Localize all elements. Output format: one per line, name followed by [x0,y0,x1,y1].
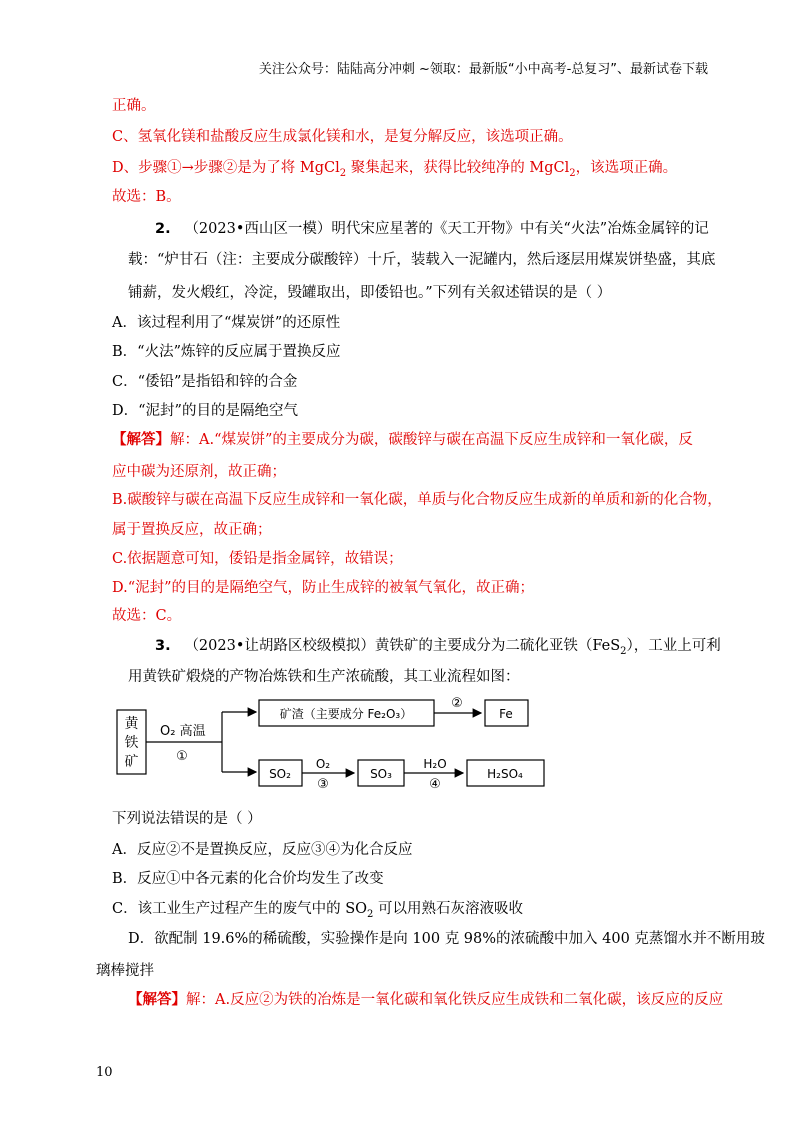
subscript: 2 [620,645,627,657]
process-flow-diagram [110,690,550,795]
water-label: H₂O [423,757,447,771]
q2-option-d: D．“泥封”的目的是隔绝空气 [112,403,298,419]
condition-label-1: O₂ 高温 [160,724,206,739]
step-4-label: ④ [429,777,441,792]
text: 解：A.反应②为铁的冶炼是一氧化碳和氧化铁反应生成铁和二氧化碳，该反应的反应 [186,992,724,1008]
q2-stem-line-2: 载：“炉甘石（注：主要成分碳酸锌）十斤，装载入一泥罐内，然后逐层用煤炭饼垫盛，其底 [128,252,716,268]
q2-stem-line-1 [155,219,709,239]
text: ），工业上可利 [626,638,721,654]
text: 解：A.“煤炭饼”的主要成分为碳，碳酸锌与碳在高温下反应生成锌和一氧化碳，反 [170,432,693,448]
page-header: 关注公众号：陆陆高分冲刺 ~领取：最新版“小中高考-总复习”、最新试卷下载 [258,62,708,77]
text: 聚集起来，获得比较纯净的 MgCl [346,160,570,176]
step-2-label: ② [451,696,463,711]
so3-label: SO₃ [370,767,392,781]
pyrite-char-1: 黄 [124,716,139,732]
pyrite-char-2: 铁 [124,735,139,751]
oxygen-label: O₂ [315,757,331,771]
step-1-label: ① [176,749,188,764]
q2-option-b: B．“火法”炼锌的反应属于置换反应 [112,344,341,360]
page-number: 10 [96,1065,113,1080]
text: （2023•让胡路区校级模拟）黄铁矿的主要成分为二硫化亚铁（FeS [184,638,621,654]
answer-tag: 【解答】 [128,991,186,1008]
q2-option-c: C．“倭铅”是指铅和锌的合金 [112,374,298,390]
so2-label: SO₂ [269,767,291,781]
q2-stem-line-3: 铺薪，发火煅红，冷淀，毁罐取出，即倭铅也。”下列有关叙述错误的是（ ） [128,285,612,301]
q3-stem-line-2: 用黄铁矿煅烧的产物冶炼铁和生产浓硫酸，其工业流程如图： [128,669,520,685]
q2-number: 2. [155,221,171,237]
prev-answer-line-2: C、氢氧化镁和盐酸反应生成氯化镁和水，是复分解反应，该选项正确。 [112,129,573,145]
q2-answer-line-4: 属于置换反应，故正确； [112,522,272,538]
q3-prompt: 下列说法错误的是（ ） [112,811,262,827]
prev-answer-choice: 故选：B。 [112,189,181,205]
q2-answer-line-2: 应中碳为还原剂，故正确； [112,464,286,480]
text: D、步骤①→步骤②是为了将 MgCl [112,160,340,176]
q3-option-d-line-1: D．欲配制 19.6%的稀硫酸，实验操作是向 100 克 98%的浓硫酸中加入 400 克蒸馏水并不断用玻 [128,931,765,947]
q2-option-a: A．该过程利用了“煤炭饼”的还原性 [112,315,341,331]
q3-option-c [112,899,523,925]
q2-answer-line-1 [112,430,693,450]
fe-label: Fe [499,707,513,721]
q3-number: 3. [155,638,171,654]
subscript: 2 [339,167,347,179]
slag-label: 矿渣（主要成分 Fe₂O₃） [279,707,413,721]
step-3-label: ③ [317,777,329,792]
prev-answer-line-3 [112,158,677,184]
q3-stem-line-1 [155,636,721,662]
q3-option-d-line-2: 璃棒搅拌 [96,963,154,979]
subscript: 2 [569,167,576,179]
answer-tag: 【解答】 [112,431,170,448]
q2-answer-line-3: B.碳酸锌与碳在高温下反应生成锌和一氧化碳，单质与化合物反应生成新的单质和新的化合物， [112,492,722,508]
text: ，该选项正确。 [575,160,678,176]
q2-answer-line-5: C.依据题意可知，倭铅是指金属锌，故错误； [112,551,403,567]
subscript: 2 [367,908,374,920]
prev-answer-line-1: 正确。 [112,98,156,114]
text: C．该工业生产过程产生的废气中的 SO [112,901,368,917]
pyrite-char-3: 矿 [124,754,139,770]
q3-answer-line-1 [128,990,723,1010]
q3-option-a: A．反应②不是置换反应，反应③④为化合反应 [112,842,413,858]
h2so4-label: H₂SO₄ [487,767,523,781]
q2-answer-choice: 故选：C。 [112,608,182,624]
q3-option-b: B．反应①中各元素的化合价均发生了改变 [112,871,384,887]
text: （2023•西山区一模）明代宋应星著的《天工开物》中有关“火法”冶炼金属锌的记 [184,221,709,237]
q2-answer-line-6: D.“泥封”的目的是隔绝空气，防止生成锌的被氧气氧化，故正确； [112,580,535,596]
text: 可以用熟石灰溶液吸收 [373,901,524,917]
